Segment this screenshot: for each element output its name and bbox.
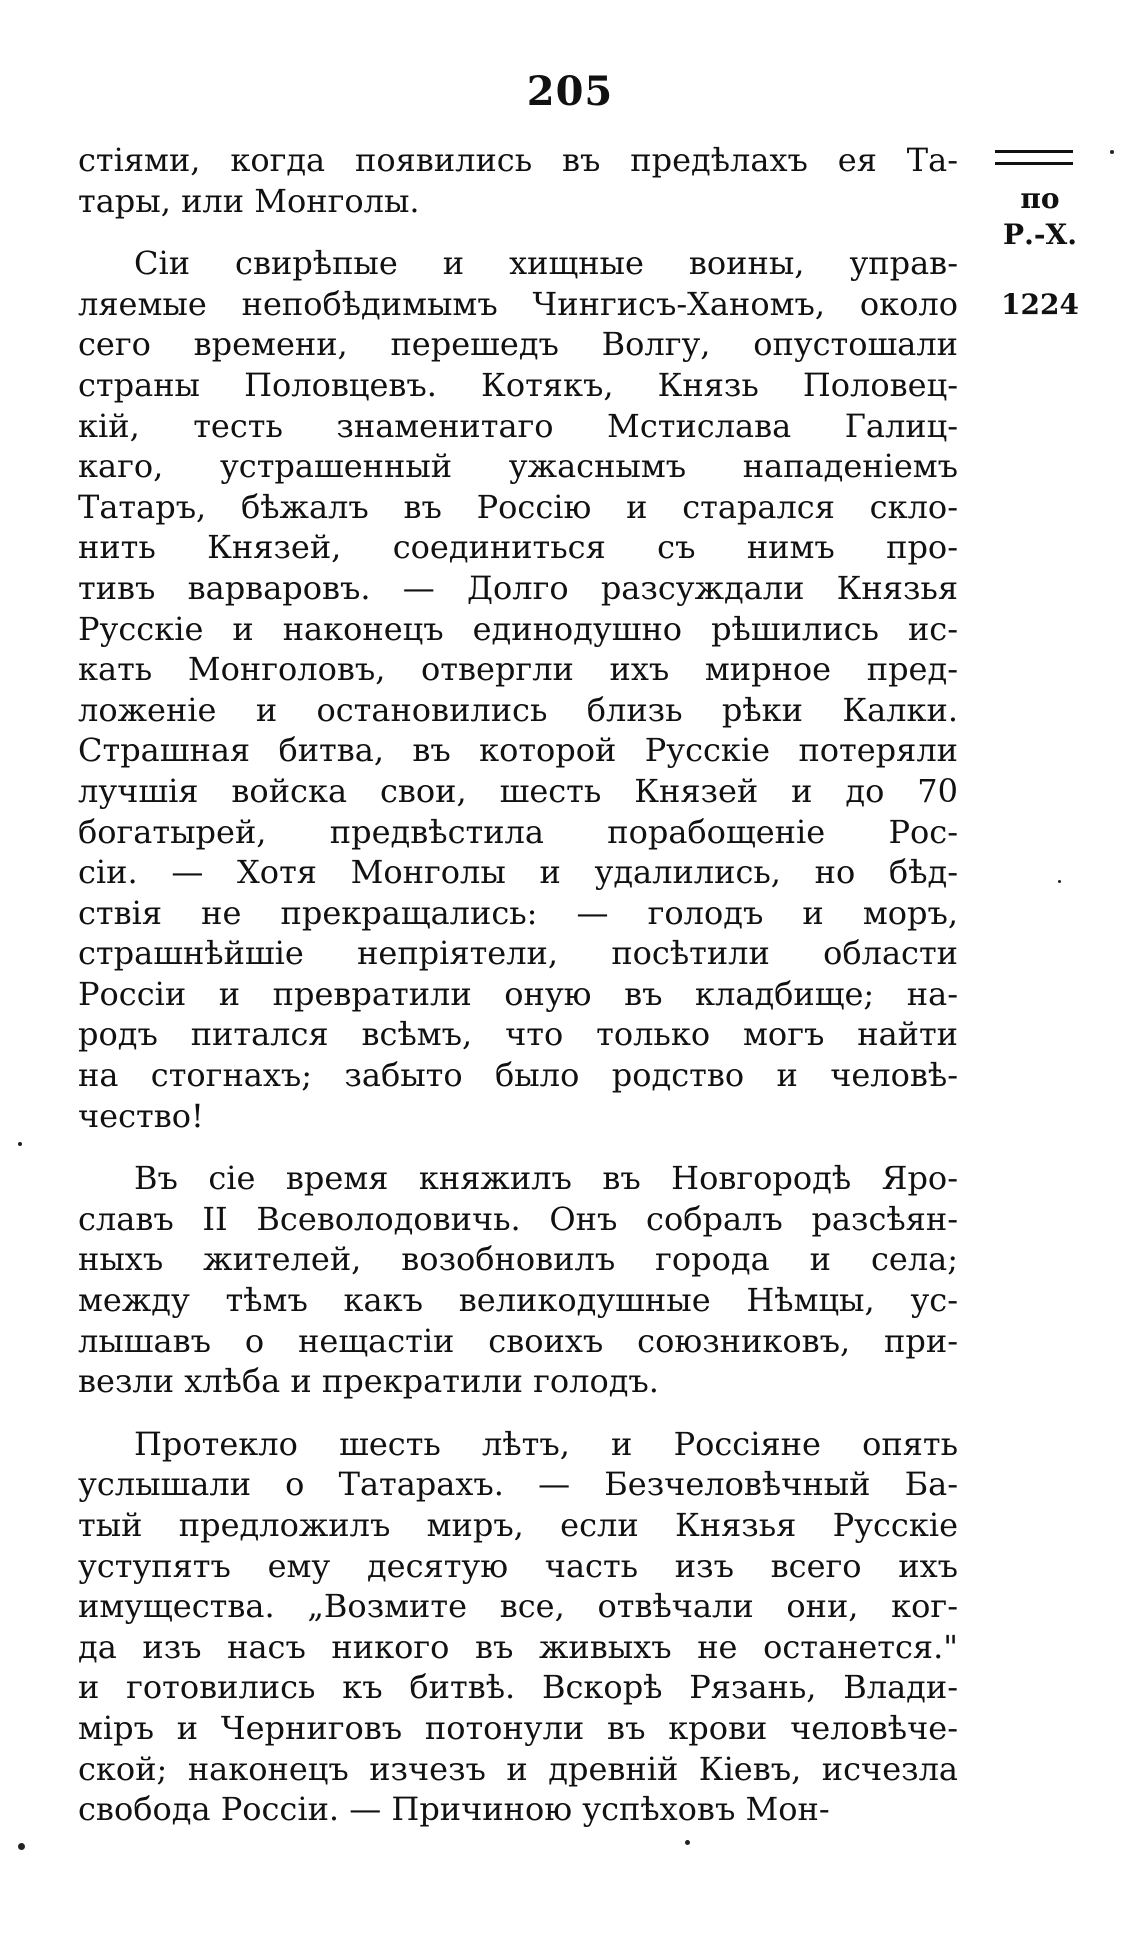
text-line: Страшная битва, въ которой Русскіе потеряли — [78, 731, 958, 770]
text-line: стіями, когда появились въ предѣлахъ ея Та- — [78, 141, 958, 179]
text-line: ляемые непобѣдимымъ Чингисъ-Ханомъ, около — [78, 284, 958, 323]
text-line: чество! — [78, 1096, 204, 1135]
text-line: Россіи и превратили оную въ кладбище; на- — [78, 974, 958, 1013]
body-text — [78, 140, 958, 1830]
text-line: богатырей, предвѣстила порабощеніе Рос- — [78, 812, 958, 851]
text-line: на стогнахъ; забыто было родство и человѣ- — [78, 1056, 958, 1095]
text-line: страшнѣйшіе непріятели, посѣтили области — [78, 934, 958, 973]
text-line: свобода Россіи. — Причиною успѣховъ Мон- — [78, 1790, 830, 1829]
text-line: славъ II Всеволодовичь. Онъ собралъ разсѣян- — [78, 1199, 958, 1238]
text-line: тивъ варваровъ. — Долго разсуждали Князья — [78, 568, 958, 607]
text-line: Въ сіе время княжилъ въ Новгородѣ Яро- — [134, 1159, 958, 1198]
margin-era-line1: по — [1020, 182, 1060, 215]
text-line: страны Половцевъ. Котякъ, Князь Половец- — [78, 365, 958, 404]
margin-year: 1224 — [1001, 288, 1079, 321]
text-line: тары, или Монголы. — [78, 181, 420, 220]
text-line: Татаръ, бѣжалъ въ Россію и старался скло- — [78, 487, 958, 526]
paragraph-gap — [78, 221, 958, 243]
text-line: кать Монголовъ, отвергли ихъ мирное пред- — [78, 650, 958, 689]
paragraph-gap — [78, 1402, 958, 1424]
text-line: Сіи свирѣпые и хищные воины, управ- — [134, 244, 958, 283]
text-line: ложеніе и остановились близь рѣки Калки. — [78, 690, 958, 729]
text-line: міръ и Черниговъ потонули въ крови человѣче- — [78, 1708, 958, 1747]
page-number: 205 — [526, 68, 614, 115]
scan-speck — [18, 1142, 22, 1146]
text-line: каго, устрашенный ужаснымъ нападеніемъ — [78, 447, 958, 486]
text-line: ныхъ жителей, возобновилъ города и села; — [78, 1240, 958, 1279]
text-line: ствія не прекращались: — голодъ и моръ, — [78, 893, 958, 932]
text-line: да изъ насъ никого въ живыхъ не останется." — [78, 1627, 958, 1666]
margin-era-line2: Р.-Х. — [1003, 218, 1077, 251]
text-line: ской; наконецъ изчезъ и древній Кіевъ, исчезла — [78, 1749, 958, 1788]
scan-speck — [1110, 150, 1114, 154]
scan-speck — [18, 1843, 25, 1850]
text-line: Русскіе и наконецъ единодушно рѣшились ис- — [78, 609, 958, 648]
text-line: и готовились къ битвѣ. Вскорѣ Рязань, Влади- — [78, 1668, 958, 1707]
text-line: лышавъ о нещастіи своихъ союзниковъ, при- — [78, 1321, 958, 1360]
text-line: кій, тесть знаменитаго Мстислава Галиц- — [78, 406, 958, 445]
text-line: тый предложилъ миръ, если Князья Русскіе — [78, 1506, 958, 1544]
paragraph-gap — [78, 1136, 958, 1158]
text-line: имущества. „Возмите все, отвѣчали они, ког- — [78, 1587, 958, 1626]
margin-rule — [995, 150, 1073, 165]
scan-speck — [1058, 880, 1061, 883]
text-line: нить Князей, соединиться съ нимъ про- — [78, 528, 958, 567]
text-line: между тѣмъ какъ великодушные Нѣмцы, ус- — [78, 1281, 958, 1320]
scan-speck — [685, 1840, 690, 1845]
text-line: уступятъ ему десятую часть изъ всего ихъ — [78, 1546, 958, 1585]
text-line: родъ питался всѣмъ, что только могъ найти — [78, 1015, 958, 1054]
text-line: лучшія войска свои, шесть Князей и до 70 — [78, 771, 958, 810]
text-line: Протекло шесть лѣтъ, и Россіяне опять — [134, 1424, 958, 1463]
text-line: сіи. — Хотя Монголы и удалились, но бѣд- — [78, 853, 958, 892]
text-line: сего времени, перешедъ Волгу, опустошали — [78, 325, 958, 364]
text-line: везли хлѣба и прекратили голодъ. — [78, 1362, 659, 1401]
text-line: услышали о Татарахъ. — Безчеловѣчный Ба- — [78, 1465, 958, 1504]
